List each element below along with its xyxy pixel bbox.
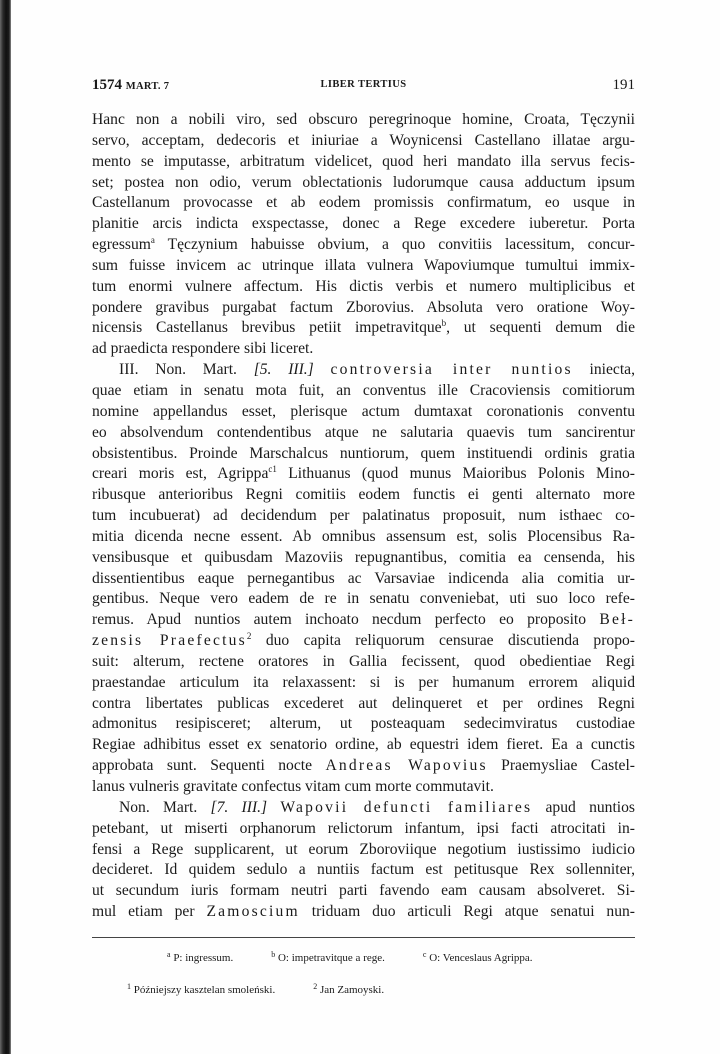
text-line [92, 402, 635, 423]
footnote-1 [127, 982, 275, 998]
text-run: Castellanum provocasse et ab eodem promissis confirmatum, eo usque in [92, 194, 635, 212]
text-run: Lithuanus (quod munus Maioribus Polonis Mino- [276, 465, 635, 483]
text-run: ut secundum iuris formam neutri parti favendo eam causam absolveret. Si- [92, 882, 635, 900]
text-line [92, 318, 635, 339]
scan-edge-shadow [0, 0, 11, 1054]
text-run: decideret. Id quidem sedulo a nuntiis factum est petitusque Rex sollenniter, [92, 861, 635, 879]
text-run: mul etiam per [92, 903, 207, 921]
text-run: apud nuntios [532, 798, 635, 816]
running-header [92, 77, 635, 97]
text-run: dissentientibus eaque pernegantibus ac Varsaviae indicenda alia comitia ur- [92, 569, 635, 587]
text-line [92, 589, 635, 610]
main-text [92, 110, 635, 923]
footnote-mark: 1 [127, 981, 131, 991]
text-run: iniecta, [572, 361, 635, 379]
text-run: obsistentibus. Proinde Marschalcus nuntiorum, quem instituendi ordinis gratia [92, 444, 635, 462]
text-line [92, 652, 635, 673]
text-run: petebant, ut miserti orphanorum relictorum infantum, ipsi facti atrocitati in- [92, 819, 635, 837]
text-line [92, 464, 635, 485]
text-line [92, 110, 635, 131]
explanatory-notes [92, 982, 635, 998]
text-line [92, 902, 635, 923]
text-line [92, 339, 635, 360]
footnote-text: Późniejszy kasztelan smoleński. [133, 983, 276, 996]
footnote-text: O: impetravitque a rege. [277, 951, 385, 964]
footnote-mark: c [422, 949, 427, 959]
book-page [92, 0, 635, 1054]
text-run: servo, acceptam, dedecoris et iniuriae a Woynicensi Castellano illatae argu- [92, 131, 635, 149]
spaced-emphasis: Andreas Wapovius [325, 757, 488, 775]
text-run: Hanc non a nobili viro, sed obscuro peregrinoque homine, Croata, Tęczynii [92, 111, 635, 128]
footnote-mark: a [167, 949, 171, 959]
footnote-c [423, 950, 533, 966]
footnote-a [167, 950, 233, 966]
text-line [92, 881, 635, 902]
text-run: quae etiam in senatu mota fuit, an conventus ille Cracoviensis comitiorum [92, 381, 635, 399]
text-line [92, 381, 635, 402]
footnote-reference: a [150, 235, 155, 246]
text-line [92, 444, 635, 465]
text-run: tum enormi vulnere affectum. His dictis verbis et numero multiplicibus et [92, 277, 635, 295]
running-title: LIBER TERTIUS [320, 79, 407, 90]
footnote-reference: c1 [268, 464, 277, 475]
text-line [92, 798, 635, 819]
text-line [92, 569, 635, 590]
text-line [92, 360, 635, 381]
text-line [92, 610, 635, 631]
text-run: Non. Mart. [119, 798, 211, 816]
text-run: praestandae articulum ita relaxassent: si is per humanum errorem aliquid [92, 673, 635, 691]
text-run: vensibusque et quibusdam Mazoviis repugnantibus, comitia ea censenda, his [92, 548, 635, 566]
text-run: contra libertates publicas excederet aut delinqueret et per ordines Regni [92, 694, 635, 712]
text-line [92, 694, 635, 715]
text-line [92, 235, 635, 256]
spaced-emphasis: controversia inter nuntios [330, 361, 573, 379]
text-run: mitia dicenda necne essent. Ab omnibus assensum est, solis Plocensibus Ra- [92, 527, 635, 545]
text-line [92, 819, 635, 840]
text-run [267, 799, 280, 816]
text-run: mento se imputasse, arbitratum videlicet, quod heri mandato illa servus fecis- [92, 152, 635, 170]
text-run: nomine appellandus esset, plerisque actum dumtaxat coronationis conventu [92, 402, 635, 420]
text-line [92, 777, 635, 798]
spaced-emphasis: Wapovii defuncti familiares [280, 798, 533, 816]
footnote-divider [92, 937, 635, 938]
text-run: eo absolvendum contendentibus atque ne salutaria quaevis tum sancirentur [92, 423, 635, 441]
text-line [92, 860, 635, 881]
header-month-day: MART. 7 [125, 81, 170, 92]
text-run: Praemysliae Castel- [487, 757, 635, 775]
text-line [92, 277, 635, 298]
text-line [92, 256, 635, 277]
text-line [92, 152, 635, 173]
text-run: creari moris est, Agrippa [92, 465, 269, 483]
footnote-2 [313, 982, 384, 998]
text-line [92, 423, 635, 444]
text-line [92, 673, 635, 694]
spaced-emphasis: zensis Praefectus [92, 632, 247, 650]
spaced-emphasis: Zamoscium [206, 903, 300, 921]
footnote-reference: b [441, 318, 447, 329]
text-run: lanus vulneris gravitate confectus vitam cum morte commutavit. [92, 778, 494, 795]
header-year: 1574 [92, 77, 122, 93]
text-run: III. Non. Mart. [119, 361, 254, 379]
text-line [92, 631, 635, 652]
text-run: ad praedicta respondere sibi liceret. [92, 340, 314, 358]
text-run: planitie arcis indicta exspectasse, donec a Rege excedere iuberetur. Porta [92, 215, 635, 233]
footnote-b [271, 950, 385, 966]
text-run: Regiae adhibitus esset ex senatorio ordine, ab equestri idem fieret. Ea a cunctis [92, 736, 635, 754]
footnote-mark: 2 [313, 981, 318, 991]
text-run: suit: alterum, rectene oratores in Gallia fecissent, quod obedientiae Regi [92, 652, 635, 670]
footnote-text: O: Venceslaus Agrippa. [429, 951, 533, 964]
text-run: ribusque anterioribus Regni comitiis eodem functis ei genti alternato more [92, 486, 635, 504]
text-run: , ut sequenti demum die [446, 319, 635, 337]
text-run: gentibus. Neque vero eadem de re in senatu conveniebat, uti suo loco refe- [92, 590, 635, 608]
text-run [314, 361, 331, 378]
text-line [92, 756, 635, 777]
text-run: egressum [92, 236, 151, 254]
date-annotation: [5. III.] [253, 361, 314, 379]
spaced-emphasis: Beł- [599, 611, 635, 629]
text-line [92, 485, 635, 506]
text-line [92, 193, 635, 214]
text-line [92, 527, 635, 548]
text-run: Tęczynium habuisse obvium, a quo convitiis lacessitum, concur- [154, 236, 635, 254]
date-annotation: [7. III.] [210, 798, 268, 816]
text-run: approbata sunt. Sequenti nocte [92, 757, 326, 775]
critical-apparatus [92, 950, 635, 966]
text-run: tum incubuerat) ad decidendum per palatinatus proposuit, num isthaec co- [92, 507, 635, 525]
text-run: fensi a Rege supplicarent, ut eorum Zboroviique negotium iustissimo iudicio [92, 840, 635, 858]
footnote-text: P: ingressum. [173, 951, 234, 964]
footnote-mark: b [271, 949, 276, 959]
footnotes [92, 950, 635, 998]
text-run: nicensis Castellanus brevibus petiit impetravitque [92, 319, 442, 337]
text-run: triduam duo articuli Regi atque senatui nun- [299, 903, 635, 921]
footnote-text: Jan Zamoyski. [319, 983, 385, 996]
text-run: duo capita reliquorum censurae discutienda propo- [251, 632, 635, 650]
text-line [92, 840, 635, 861]
text-run: remus. Apud nuntios autem inchoato necdum perfecto eo proposito [92, 611, 600, 629]
text-line [92, 506, 635, 527]
text-run: sum fuisse invicem ac utrinque illata vulnera Wapoviumque tumultui immix- [92, 256, 635, 274]
text-line [92, 548, 635, 569]
text-line [92, 173, 635, 194]
text-line [92, 298, 635, 319]
footnote-reference: 2 [246, 631, 252, 642]
text-line [92, 735, 635, 756]
text-line [92, 214, 635, 235]
text-run: pondere gravibus purgabat factum Zborovius. Absoluta vero oratione Woy- [92, 298, 635, 316]
text-line [92, 714, 635, 735]
page-number: 191 [612, 77, 635, 93]
text-run: admonitus resipisceret; alterum, ut posteaquam sedecimviratus custodiae [92, 715, 635, 733]
text-run: set; postea non odio, verum oblectationis ludorumque causa adductum ipsum [92, 173, 635, 191]
text-line [92, 131, 635, 152]
